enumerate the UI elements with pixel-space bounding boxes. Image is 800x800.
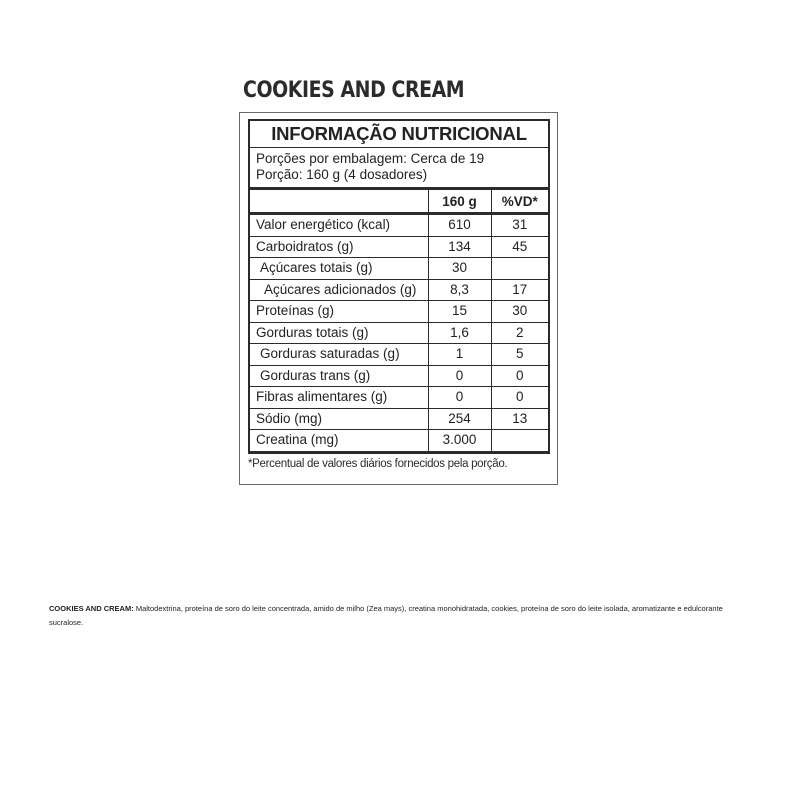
nutrient-daily-value: 0 — [491, 365, 548, 387]
servings-info — [250, 148, 548, 190]
nutrient-name: Sódio (mg) — [250, 408, 428, 430]
nutrient-quantity: 15 — [428, 301, 491, 323]
nutrient-daily-value — [491, 430, 548, 453]
nutrition-facts-table-frame — [248, 119, 550, 454]
nutrient-name: Proteínas (g) — [250, 301, 428, 323]
table-row — [250, 236, 548, 258]
nutrient-quantity: 1,6 — [428, 322, 491, 344]
nutrient-quantity: 30 — [428, 258, 491, 280]
nutrients-header-row — [250, 190, 548, 214]
nutrition-facts-panel — [239, 112, 558, 485]
nutrient-daily-value: 13 — [491, 408, 548, 430]
nutrient-daily-value: 0 — [491, 387, 548, 409]
nutrient-daily-value: 30 — [491, 301, 548, 323]
nutrient-quantity: 0 — [428, 387, 491, 409]
nutrient-name: Gorduras totais (g) — [250, 322, 428, 344]
table-row — [250, 301, 548, 323]
nutrient-quantity: 8,3 — [428, 279, 491, 301]
nutrient-name: Valor energético (kcal) — [250, 214, 428, 237]
table-row — [250, 258, 548, 280]
table-row — [250, 408, 548, 430]
nutrient-daily-value: 45 — [491, 236, 548, 258]
nutrient-name: Açúcares adicionados (g) — [250, 279, 428, 301]
nutrient-quantity: 254 — [428, 408, 491, 430]
nutrient-name: Gorduras saturadas (g) — [250, 344, 428, 366]
nutrient-quantity: 134 — [428, 236, 491, 258]
nutrient-quantity: 610 — [428, 214, 491, 237]
nutrient-daily-value: 17 — [491, 279, 548, 301]
table-row — [250, 322, 548, 344]
nutrient-name: Açúcares totais (g) — [250, 258, 428, 280]
table-row — [250, 279, 548, 301]
ingredients-list — [49, 602, 759, 630]
nutrient-name: Carboidratos (g) — [250, 236, 428, 258]
nutrient-name: Gorduras trans (g) — [250, 365, 428, 387]
table-row — [250, 430, 548, 453]
nutrient-daily-value — [491, 258, 548, 280]
nutrient-quantity: 1 — [428, 344, 491, 366]
column-header-quantity: 160 g — [428, 190, 491, 214]
ingredients-label: COOKIES AND CREAM: — [49, 604, 134, 613]
nutrients-table — [250, 190, 548, 454]
serving-size: Porção: 160 g (4 dosadores) — [256, 167, 428, 182]
nutrient-daily-value: 2 — [491, 322, 548, 344]
nutrition-heading: INFORMAÇÃO NUTRICIONAL — [250, 121, 548, 148]
table-row — [250, 365, 548, 387]
nutrient-name: Fibras alimentares (g) — [250, 387, 428, 409]
nutrient-quantity: 3.000 — [428, 430, 491, 453]
column-header-daily-value: %VD* — [491, 190, 548, 214]
nutrient-daily-value: 5 — [491, 344, 548, 366]
nutrient-name: Creatina (mg) — [250, 430, 428, 453]
table-row — [250, 214, 548, 237]
product-title: COOKIES AND CREAM — [243, 78, 465, 103]
nutrient-daily-value: 31 — [491, 214, 548, 237]
nutrient-quantity: 0 — [428, 365, 491, 387]
daily-value-footnote: *Percentual de valores diários fornecidos pela porção. — [248, 458, 508, 470]
servings-per-package: Porções por embalagem: Cerca de 19 — [256, 151, 485, 166]
table-row — [250, 387, 548, 409]
ingredients-text: Maltodextrina, proteína de soro do leite concentrada, amido de milho (Zea mays), creatina monohidratada, cookies, proteína de soro do leite isolada, aromatizante e edulcorante sucralose. — [49, 604, 723, 627]
table-row — [250, 344, 548, 366]
column-header-nutrient — [250, 190, 428, 214]
